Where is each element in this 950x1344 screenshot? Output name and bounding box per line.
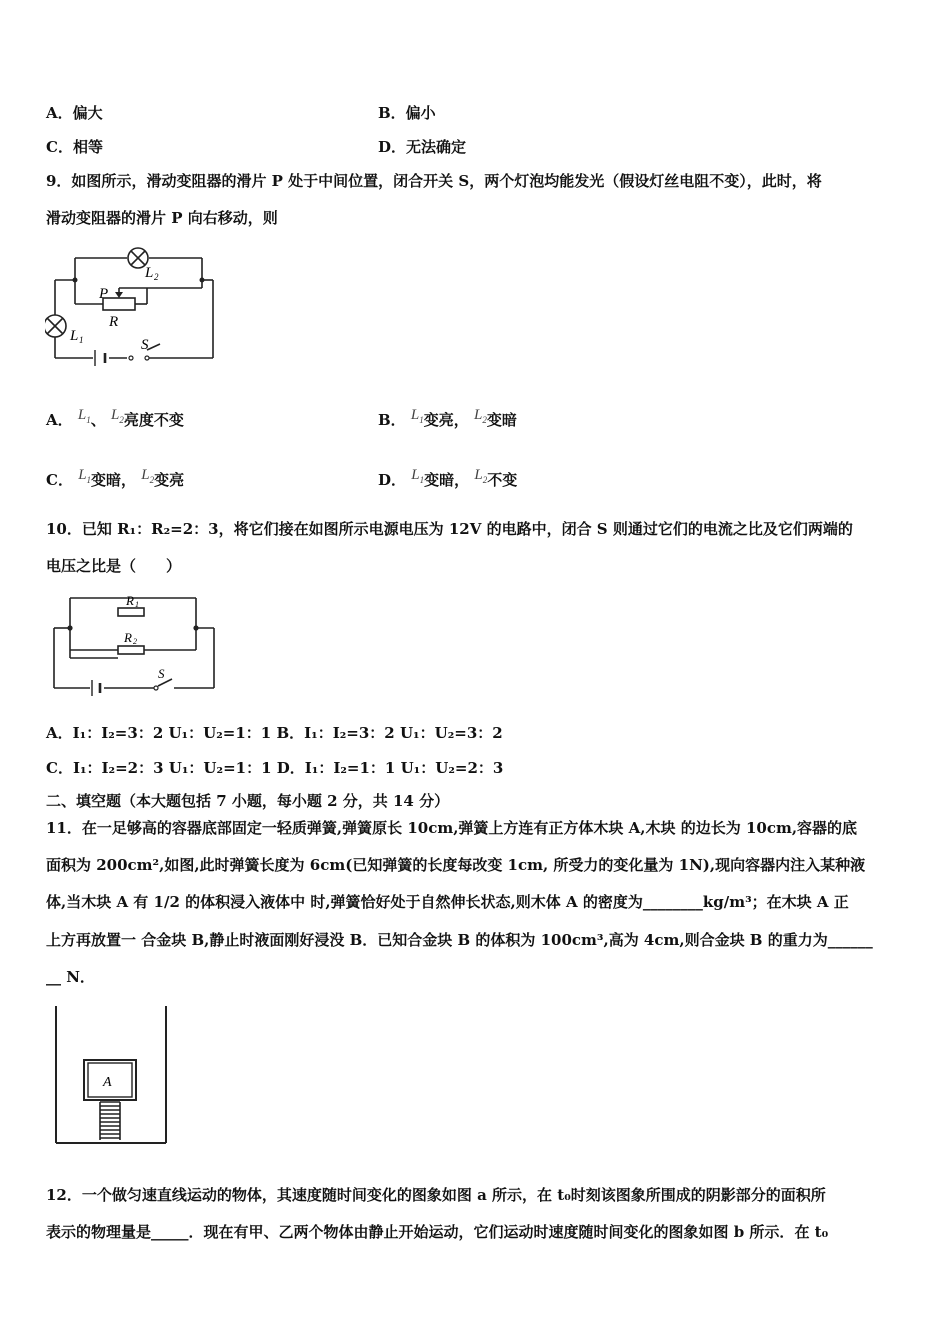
q9-option-d-l2: L [474, 467, 483, 483]
q11-stem-line5: __ N． [46, 968, 95, 986]
q9-option-c-l2: L [141, 467, 150, 483]
q9-option-a-text: 亮度不变 [123, 411, 184, 429]
q10-stem-line1: 10．已知 R₁：R₂=2：3，将它们接在如图所示电源电压为 12V 的电路中，闭合 S 则通过它们的电流之比及它们两端的 [46, 520, 853, 538]
q9-option-a [46, 407, 184, 436]
q9-option-d-l1: L [411, 467, 420, 483]
q9-option-d-l1-sub: 1 [419, 475, 425, 485]
q9-fig-r-label: R [109, 314, 119, 330]
q8-option-a: A．偏大 [46, 104, 103, 122]
q9-option-a-l1-sub: 1 [86, 415, 91, 425]
q9-option-b-l2-sub: 2 [482, 415, 487, 425]
q9-option-b-l1-sub: 1 [419, 415, 424, 425]
q11-stem-line4: 上方再放置一 合金块 B,静止时液面刚好浸没 B．已知合金块 B 的体积为 100cm³,高为 4cm,则合金块 B 的重力为______ [46, 931, 873, 949]
q9-option-b-l1: L [410, 407, 420, 423]
q9-option-c-l2-sub: 2 [149, 475, 155, 485]
q9-option-c-l1: L [78, 467, 87, 483]
q10-options-cd: C．I₁：I₂=2：3 U₁：U₂=1：1 D．I₁：I₂=1：1 U₁：U₂=2：3 [46, 759, 504, 777]
q9-option-b-prefix: B． [378, 411, 406, 429]
q9-stem-line2: 滑动变阻器的滑片 P 向右移动，则 [46, 209, 278, 227]
q9-option-b [378, 407, 517, 436]
q9-option-d [378, 467, 518, 496]
q10-circuit-diagram [48, 588, 223, 700]
q9-option-d-l2-sub: 2 [482, 475, 488, 485]
q9-fig-p-label: P [99, 286, 109, 302]
q9-option-c-text2: 变亮 [154, 471, 185, 489]
q9-option-a-prefix: A． [46, 411, 73, 429]
q11-stem-line2: 面积为 200cm²,如图,此时弹簧长度为 6cm(已知弹簧的长度每改变 1cm, 所受力的变化量为 1N),现向容器内注入某种液 [46, 856, 866, 874]
q9-option-c-prefix: C． [46, 471, 73, 489]
q9-fig-l1-sub: 1 [79, 335, 84, 345]
q10-options-ab: A．I₁：I₂=3：2 U₁：U₂=1：1 B．I₁：I₂=3：2 U₁：U₂=3：2 [46, 724, 503, 742]
q10-stem-line2: 电压之比是（ ） [46, 557, 182, 575]
q9-option-a-sep: 、 [90, 411, 106, 429]
q9-option-a-l1: L [77, 407, 87, 423]
q12-stem-line1: 12．一个做匀速直线运动的物体，其速度随时间变化的图象如图 a 所示，在 t₀时刻该图象所围成的阴影部分的面积所 [46, 1186, 826, 1204]
q9-fig-l1-label: L [70, 328, 79, 344]
q9-option-a-l2-sub: 2 [119, 415, 124, 425]
q9-fig-l2-sub: 2 [154, 272, 159, 282]
q8-option-b: B．偏小 [378, 104, 436, 122]
q9-option-c-text1: 变暗， [91, 471, 137, 489]
q10-fig-r2-label: R [124, 630, 132, 645]
q11-container-diagram [50, 1002, 172, 1147]
q9-stem-line1: 9．如图所示，滑动变阻器的滑片 P 处于中间位置，闭合开关 S，两个灯泡均能发光（假设灯丝电阻不变），此时，将 [46, 172, 822, 190]
q9-option-b-l2: L [474, 407, 483, 423]
q11-fig-block-a-label: A [103, 1075, 112, 1090]
q9-option-d-text2: 不变 [487, 471, 518, 489]
q9-fig-s-label: S [141, 337, 149, 353]
q9-option-b-text2: 变暗 [486, 411, 517, 429]
q10-fig-r1-sub: 1 [135, 600, 139, 609]
q10-fig-r1-label: R [126, 593, 134, 608]
q9-option-b-text1: 变亮， [423, 411, 469, 429]
q11-stem-line3: 体,当木块 A 有 1/2 的体积浸入液体中 时,弹簧恰好处于自然伸长状态,则木体 A 的密度为________kg/m³；在木块 A 正 [46, 893, 849, 911]
q10-fig-r2-sub: 2 [133, 637, 137, 646]
q10-fig-s-label: S [158, 666, 165, 681]
q9-option-c [46, 467, 185, 496]
q12-stem-line2: 表示的物理量是_____．现在有甲、乙两个物体由静止开始运动，它们运动时速度随时间变化的图象如图 b 所示．在 t₀ [46, 1223, 829, 1241]
q9-fig-l2-label: L [145, 265, 154, 281]
q11-stem-line1: 11．在一足够高的容器底部固定一轻质弹簧,弹簧原长 10cm,弹簧上方连有正方体木块 A,木块 的边长为 10cm,容器的底 [46, 819, 858, 837]
q8-option-c: C．相等 [46, 138, 103, 156]
q9-option-d-prefix: D． [378, 471, 407, 489]
q9-circuit-diagram [45, 240, 225, 370]
q8-option-d: D．无法确定 [378, 138, 467, 156]
q9-option-d-text1: 变暗， [424, 471, 470, 489]
q9-option-a-l2: L [110, 407, 120, 423]
section-heading: 二、填空题（本大题包括 7 小题，每小题 2 分，共 14 分） [46, 792, 450, 810]
q9-option-c-l1-sub: 1 [86, 475, 92, 485]
